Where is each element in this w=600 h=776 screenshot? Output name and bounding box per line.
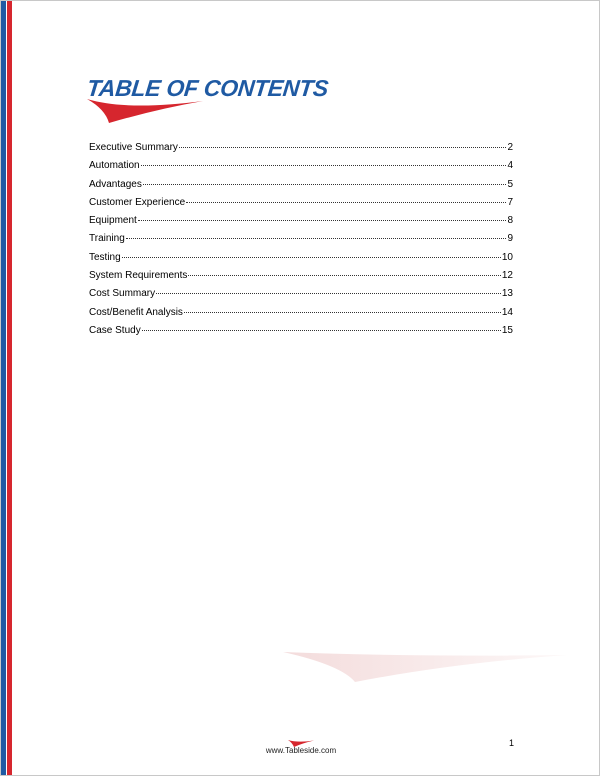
toc-entry-label[interactable]: Training — [89, 233, 125, 245]
toc-list — [89, 142, 513, 343]
toc-entry-leader — [179, 147, 507, 148]
toc-entry-label[interactable]: Customer Experience — [89, 196, 186, 208]
toc-entry-label[interactable]: Case Study — [89, 324, 141, 336]
toc-entry-leader — [156, 293, 501, 294]
page-title: TABLE OF CONTENTS — [85, 75, 330, 101]
page-number: 1 — [509, 738, 515, 748]
toc-entry[interactable] — [89, 307, 513, 325]
toc-entry-leader — [143, 184, 507, 185]
toc-entry-page[interactable]: 13 — [501, 288, 513, 300]
toc-entry[interactable] — [89, 179, 513, 197]
toc-entry-label[interactable]: Cost Summary — [89, 288, 156, 300]
toc-entry[interactable] — [89, 142, 513, 160]
toc-entry-label[interactable]: System Requirements — [89, 270, 188, 282]
toc-entry-leader — [188, 275, 501, 276]
footer-url[interactable]: www.Tableside.com — [265, 746, 337, 755]
toc-entry-page[interactable]: 12 — [501, 270, 513, 282]
edge-stripe-blue — [1, 1, 6, 776]
toc-entry-label[interactable]: Automation — [89, 160, 140, 172]
toc-entry-page[interactable]: 7 — [507, 196, 513, 208]
toc-entry-label[interactable]: Advantages — [89, 178, 142, 190]
toc-entry-leader — [126, 238, 507, 239]
toc-entry[interactable] — [89, 288, 513, 306]
title-block — [87, 75, 367, 125]
toc-entry-page[interactable]: 9 — [507, 233, 513, 245]
toc-entry-page[interactable]: 2 — [507, 142, 513, 153]
toc-entry[interactable] — [89, 325, 513, 343]
toc-entry-label[interactable]: Executive Summary — [89, 142, 178, 153]
toc-entry-page[interactable]: 10 — [501, 251, 513, 263]
toc-entry-leader — [184, 312, 501, 313]
toc-entry-label[interactable]: Equipment — [89, 215, 137, 227]
toc-entry-page[interactable]: 5 — [507, 178, 513, 190]
edge-stripe-red — [7, 1, 12, 776]
toc-entry-leader — [142, 330, 501, 331]
title-swoosh-icon — [87, 95, 207, 125]
toc-entry-page[interactable]: 14 — [501, 306, 513, 318]
toc-entry-leader — [186, 202, 506, 203]
toc-entry[interactable] — [89, 197, 513, 215]
toc-entry-page[interactable]: 15 — [501, 324, 513, 336]
toc-entry-page[interactable]: 8 — [507, 215, 513, 227]
watermark-swoosh-icon — [283, 649, 573, 685]
toc-entry[interactable] — [89, 160, 513, 178]
toc-entry-label[interactable]: Cost/Benefit Analysis — [89, 306, 183, 318]
toc-entry-page[interactable]: 4 — [507, 160, 513, 172]
toc-entry[interactable] — [89, 215, 513, 233]
toc-entry[interactable] — [89, 252, 513, 270]
toc-entry-leader — [138, 220, 507, 221]
toc-entry[interactable] — [89, 233, 513, 251]
edge-stripe — [1, 1, 13, 776]
toc-entry-leader — [141, 165, 507, 166]
toc-entry-leader — [122, 257, 501, 258]
toc-entry-label[interactable]: Testing — [89, 251, 121, 263]
toc-entry[interactable] — [89, 270, 513, 288]
